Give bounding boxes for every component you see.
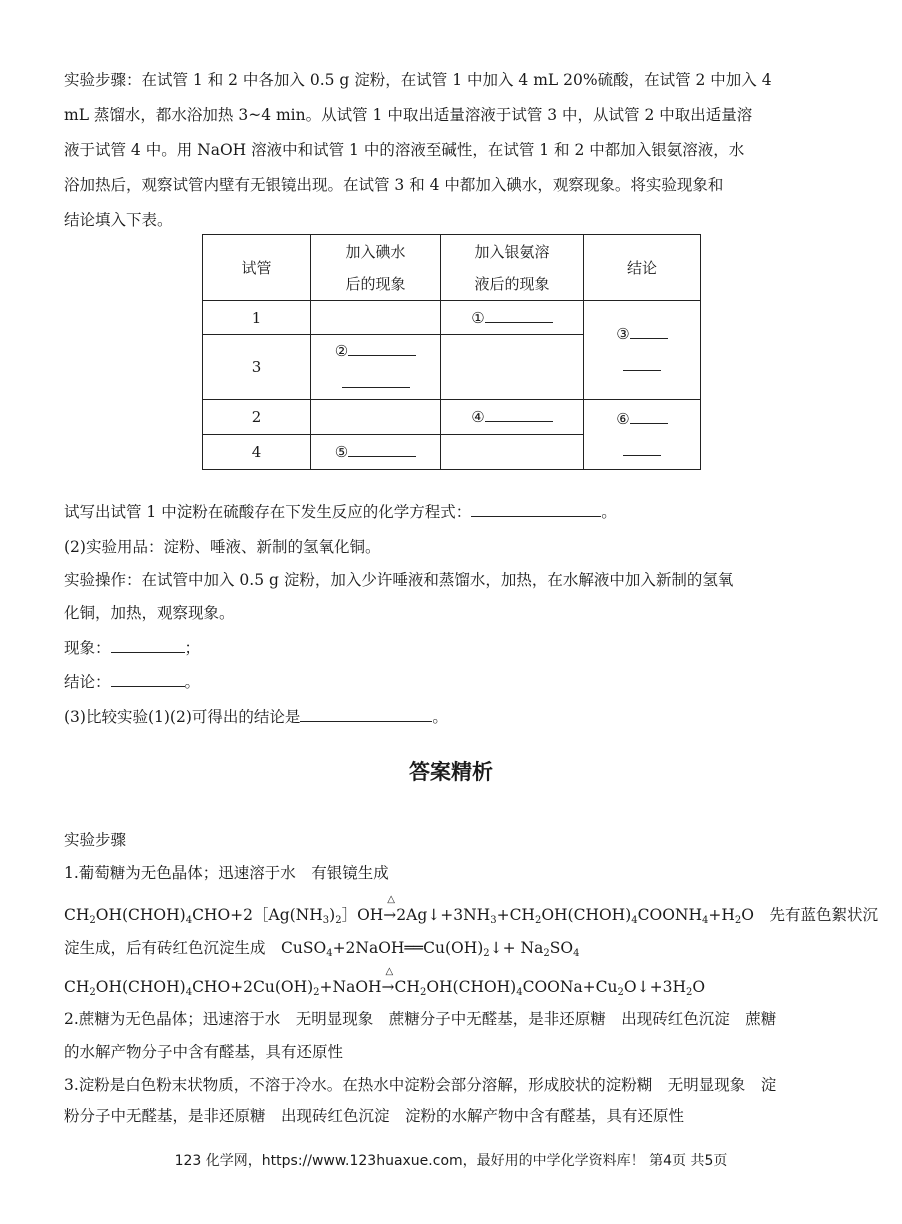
row-tube-2: 2 [203,400,311,435]
header-conclusion: 结论 [584,235,701,301]
cell-4-silver [441,435,584,470]
answer-3-line-1: 3.淀粉是白色粉末状物质，不溶于冷水。在热水中淀粉会部分溶解，形成胶状的淀粉糊 无明显现象 淀 [64,1076,777,1094]
header-tube: 试管 [203,235,311,301]
answer-3-line-2: 粉分子中无醛基，是非还原糖 出现砖红色沉淀 淀粉的水解产物中含有醛基，具有还原性 [64,1107,685,1125]
steps-line-3: 液于试管 4 中。用 NaOH 溶液中和试管 1 中的溶液至碱性，在试管 1 和 2 中都加入银氨溶液，水 [64,141,745,159]
answer-2-line-1: 2.蔗糖为无色晶体；迅速溶于水 无明显现象 蔗糖分子中无醛基，是非还原糖 出现砖红色沉淀 蔗糖 [64,1010,777,1028]
cell-3-silver [441,335,584,400]
phenomenon-line: 现象： ； [64,639,201,657]
cell-4-iodine[interactable]: ⑤ [311,435,441,470]
cell-1-silver[interactable]: ① [441,301,584,335]
conclusion-blank[interactable] [111,672,185,687]
part3-line: (3)比较实验(1)(2)可得出的结论是 。 [64,708,448,726]
part3-blank[interactable] [300,707,432,722]
cell-conclusion-6[interactable]: ⑥ [584,400,701,470]
cell-1-iodine [311,301,441,335]
header-iodine: 加入碘水 后的现象 [311,235,441,301]
experiment-table [202,234,701,470]
operation-line-2: 化铜，加热，观察现象。 [64,604,235,622]
equation-blank[interactable] [471,502,601,517]
row-tube-3: 3 [203,335,311,400]
conclusion-line: 结论： 。 [64,673,201,691]
cell-2-silver[interactable]: ④ [441,400,584,435]
answer-1-line-1: 1.葡萄糖为无色晶体；迅速溶于水 有银镜生成 [64,864,389,882]
heat-arrow: △ → [383,894,397,924]
answer-1-equation-2: $CH_2OH(CHOH)_4CHO+2Cu(OH)_2+NaOH$ △ $\to CH_2OH(CHOH)_4COONa+Cu_2O↓+3H_2O$ [64,966,706,998]
equation-question: 试写出试管 1 中淀粉在硫酸存在下发生反应的化学方程式： 。 [64,503,617,521]
steps-line-4: 浴加热后，观察试管内壁有无银镜出现。在试管 3 和 4 中都加入碘水，观察现象。将实验现象和 [64,176,724,194]
row-tube-4: 4 [203,435,311,470]
answer-title: 答案精析 [409,760,493,784]
materials-line: (2)实验用品：淀粉、唾液、新制的氢氧化铜。 [64,538,381,556]
steps-line-5: 结论填入下表。 [64,211,173,229]
phenomenon-blank[interactable] [111,638,185,653]
cell-conclusion-3[interactable]: ③ [584,301,701,400]
steps-line-1: 实验步骤：在试管 1 和 2 中各加入 0.5 g 淀粉，在试管 1 中加入 4 mL 20%硫酸，在试管 2 中加入 4 [64,71,772,89]
answer-1-line-2: 淀生成，后有砖红色沉淀生成 $CuSO_4+2NaOH══Cu(OH)_2↓+ Na_2SO_4$ [64,939,580,959]
header-silver: 加入银氨溶 液后的现象 [441,235,584,301]
row-tube-1: 1 [203,301,311,335]
answer-1-equation-1: $CH_2OH(CHOH)_4CHO+2[Ag(NH_3)_2]OH$ △ $\to 2Ag↓+3NH_3+CH_2OH(CHOH)_4COONH_4+H_2O$ 先有蓝色絮状沉 [64,894,878,926]
cell-2-iodine [311,400,441,435]
answer-2-line-2: 的水解产物分子中含有醛基，具有还原性 [64,1043,344,1061]
operation-line-1: 实验操作：在试管中加入 0.5 g 淀粉，加入少许唾液和蒸馏水，加热，在水解液中加入新制的氢氧 [64,571,734,589]
page-footer: 123 化学网，https://www.123huaxue.com，最好用的中学化学资料库！ 第4页 共5页 [174,1153,728,1169]
answer-heading: 实验步骤 [64,831,127,849]
cell-3-iodine[interactable]: ② [311,335,441,400]
heat-arrow: △ → [381,966,395,996]
steps-line-2: mL 蒸馏水，都水浴加热 3~4 min。从试管 1 中取出适量溶液于试管 3 中，从试管 2 中取出适量溶 [64,106,753,124]
